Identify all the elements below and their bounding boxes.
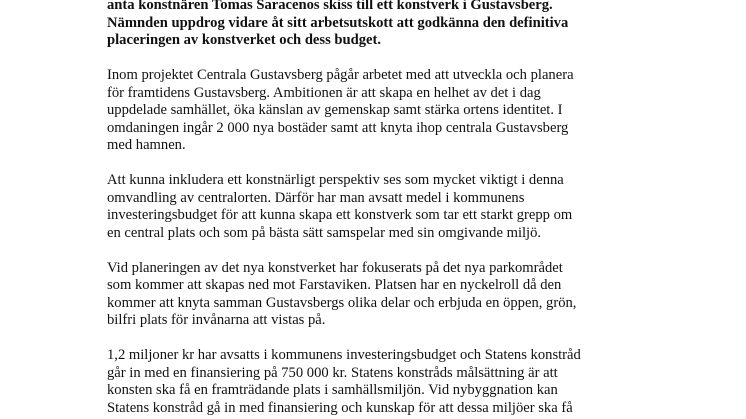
text-line: omdaningen ingår 2 000 nya bostäder samt att knyta ihop centrala Gustavsberg [107,119,569,136]
text-line: placeringen av konstverket och dess budget. [107,32,382,48]
document-body [107,0,737,419]
paragraph-budget [107,347,737,417]
text-line: 1,2 miljoner kr har avsatts i kommunens investeringsbudget och Statens konstråd [107,347,581,363]
text-line: konsten ska få en framträdande plats i samhällsmiljön. Vid nybyggnation kan [107,382,558,398]
text-line: bilfri plats för invånarna att vistas på. [107,312,326,328]
text-line: kommer att knyta samman Gustavsbergs olika delar och erbjuda en öppen, grön, [107,294,577,311]
paragraph-artistic-perspective [107,172,737,242]
text-line: med hamnen. [107,137,186,153]
text-line: Statens konstråd gå in med finansiering och kunskap för att dessa miljöer ska få [107,399,573,416]
text-line: investeringsbudget för att kunna skapa ett konstverk som tar ett starkt grepp om [107,207,573,223]
text-line: anta konstnären Tomas Saracenos skiss till ett konstverk i Gustavsberg. [107,0,553,13]
text-line: en central plats och som på bästa sätt samspelar med sin omgivande miljö. [107,224,542,241]
text-line: Inom projektet Centrala Gustavsberg pågår arbetet med att utveckla och planera [107,67,574,83]
text-line: Att kunna inkludera ett konstnärligt perspektiv ses som mycket viktigt i denna [107,172,564,188]
text-line: går in med en finansiering på 750 000 kr. Statens konstråds målsättning är att [107,364,558,381]
text-line: uppdelade samhället, öka känslan av gemenskap samt stärka ortens identitet. I [107,102,563,118]
paragraph-park-area [107,260,737,330]
text-line: Nämnden uppdrog vidare åt sitt arbetsutskott att godkänna den definitiva [107,14,569,31]
paragraph-project-background [107,67,737,155]
text-line: för framtidens Gustavsberg. Ambitionen är att skapa en helhet av det i dag [107,84,541,101]
text-line: omvandling av centralorten. Därför har man avsatt medel i kommunens [107,189,525,206]
decision-paragraph [107,0,737,50]
text-line: Vid planeringen av det nya konstverket har fokuserats på det nya parkområdet [107,259,563,276]
text-line: som kommer att skapas ned mot Farstaviken. Platsen har en nyckelroll då den [107,277,562,293]
